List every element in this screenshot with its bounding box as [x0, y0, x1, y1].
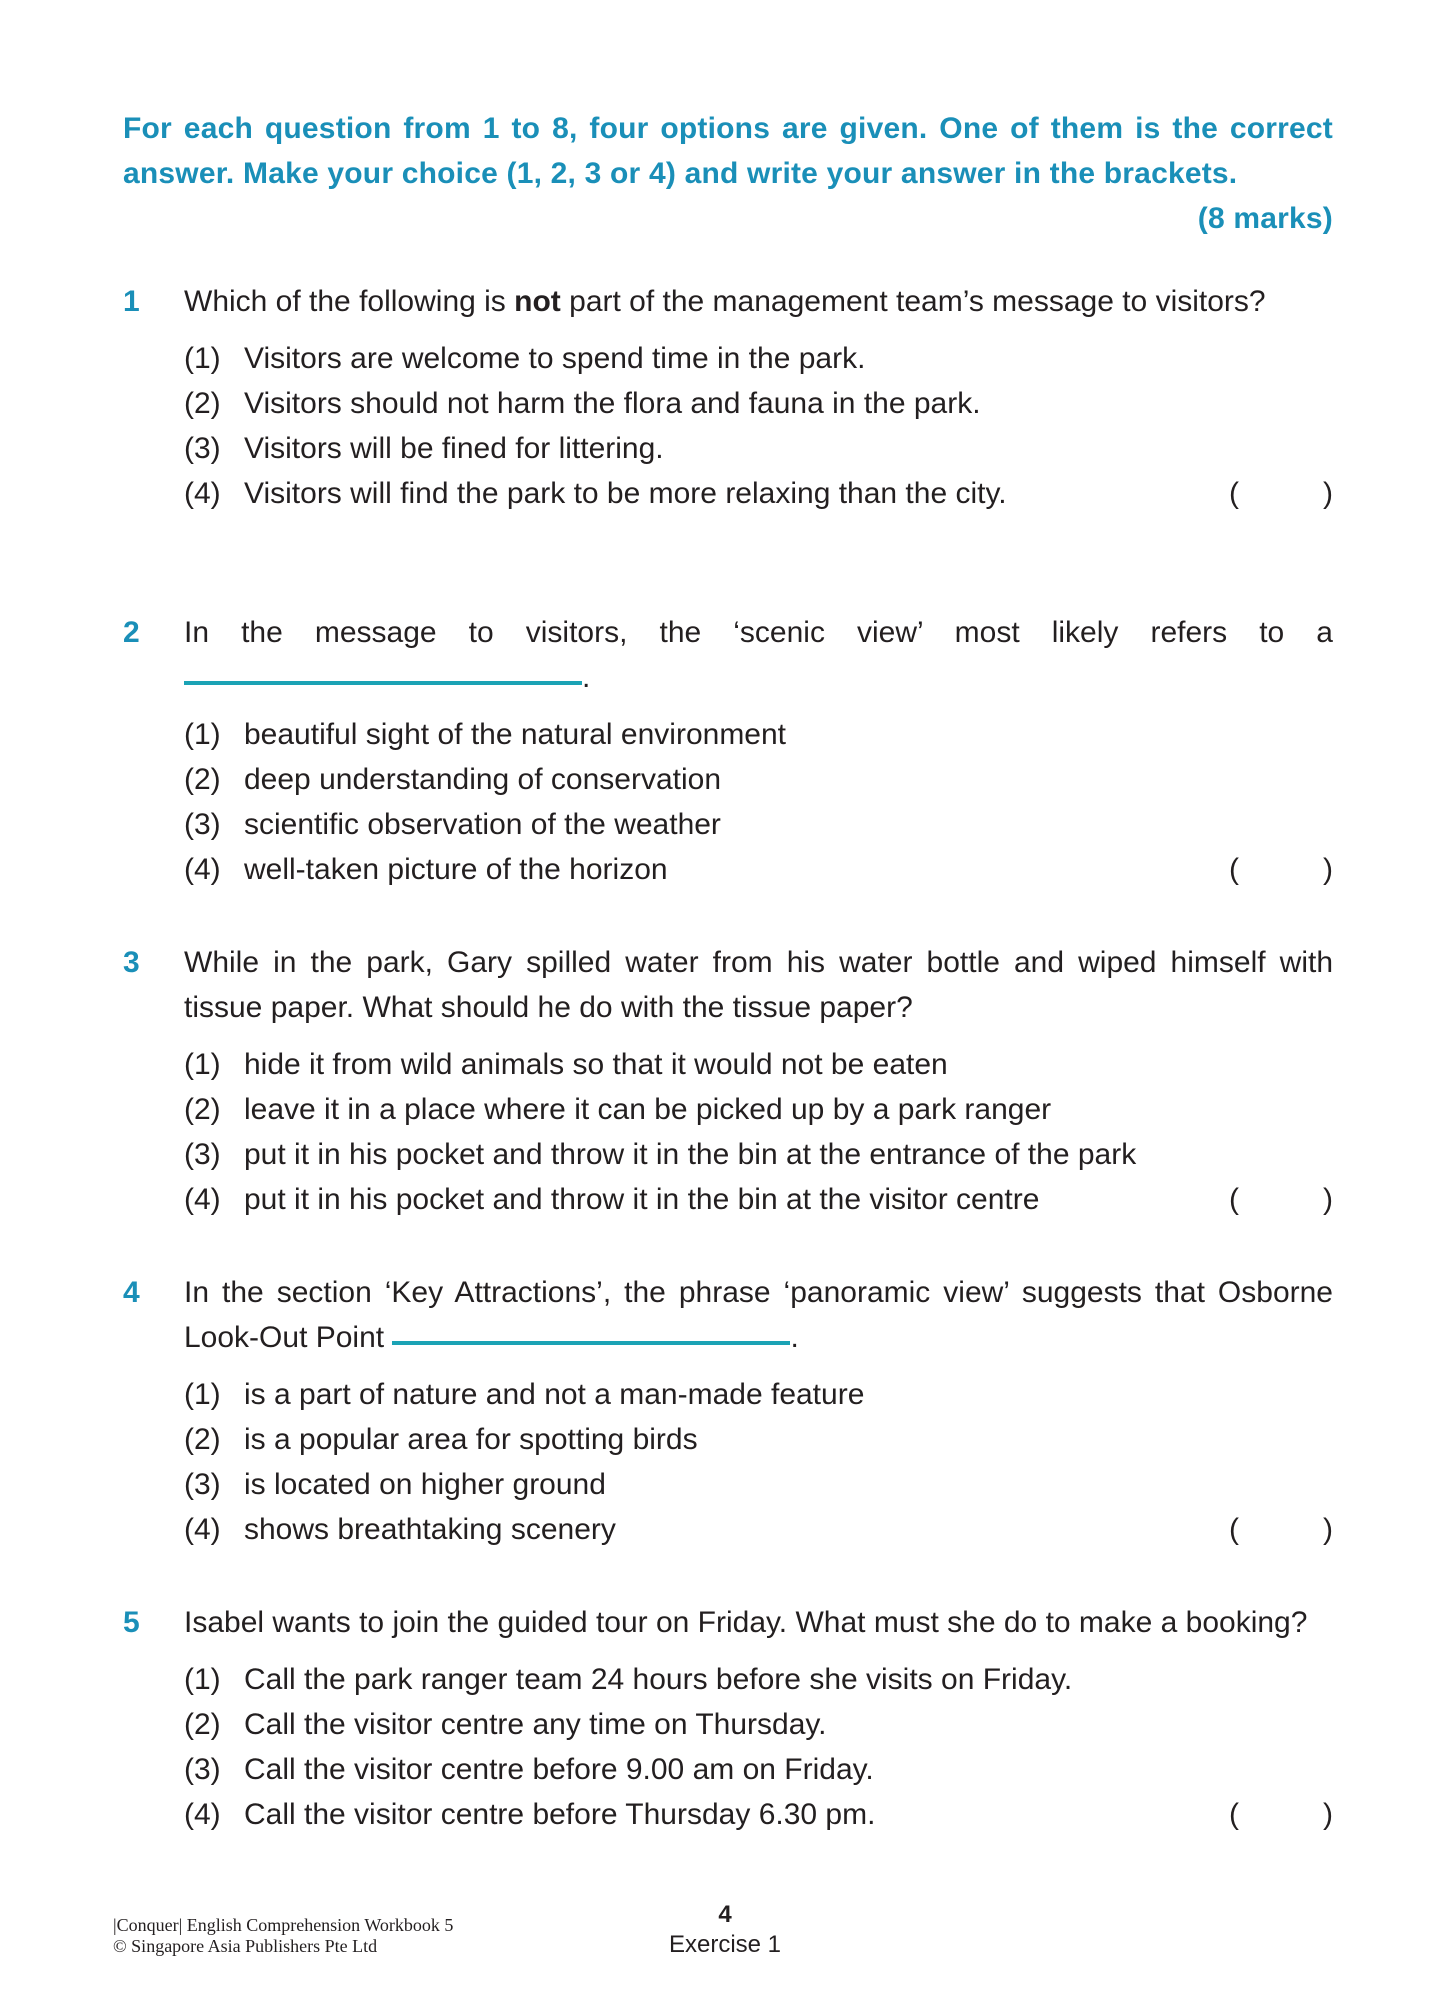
option-number: (1)	[184, 342, 221, 375]
option-text: Call the visitor centre before Thursday 6.30 pm.	[244, 1798, 876, 1831]
footer-page-info	[640, 1900, 810, 1960]
option-text: beautiful sight of the natural environment	[244, 718, 787, 751]
option-number: (3)	[184, 1468, 221, 1501]
book-title: |Conquer| English Comprehension Workbook 5	[113, 1915, 454, 1935]
blank-period: .	[582, 661, 591, 694]
option-4	[184, 1792, 1333, 1837]
option-2	[184, 1417, 1333, 1462]
bracket-open: (	[1229, 1798, 1239, 1831]
option-text: Call the visitor centre any time on Thursday.	[244, 1708, 827, 1741]
option-text: well-taken picture of the horizon	[244, 853, 668, 886]
option-number: (4)	[184, 477, 221, 510]
marks-label: (8 marks)	[1197, 202, 1333, 235]
option-text: Visitors will be fined for littering.	[244, 432, 664, 465]
option-number: (4)	[184, 1798, 221, 1831]
option-3	[184, 1747, 1333, 1792]
option-number: (2)	[184, 1708, 221, 1741]
option-text: Visitors will find the park to be more relaxing than the city.	[244, 477, 1007, 510]
answer-bracket[interactable]	[1223, 847, 1333, 892]
footer-credits	[113, 1915, 453, 1957]
question-number: 5	[123, 1606, 140, 1639]
question-text: While in the park, Gary spilled water from his water bottle and wiped himself with tissue paper. What should he do with the tissue paper?	[184, 946, 1333, 1024]
option-1	[184, 1042, 1333, 1087]
option-text: Call the visitor centre before 9.00 am on Friday.	[244, 1753, 874, 1786]
answer-bracket[interactable]	[1223, 1792, 1333, 1837]
options-list	[184, 1372, 1333, 1552]
option-1	[184, 1657, 1333, 1702]
option-3	[184, 802, 1333, 847]
question-text: Isabel wants to join the guided tour on Friday. What must she do to make a booking?	[184, 1606, 1308, 1639]
option-text: is a part of nature and not a man-made feature	[244, 1378, 865, 1411]
bracket-close: )	[1323, 477, 1333, 510]
option-text: hide it from wild animals so that it would not be eaten	[244, 1048, 948, 1081]
exercise-label: Exercise 1	[668, 1931, 782, 1958]
option-4	[184, 847, 1333, 892]
option-text: put it in his pocket and throw it in the bin at the visitor centre	[244, 1183, 1040, 1216]
fill-in-blank	[392, 1341, 790, 1345]
option-text: scientific observation of the weather	[244, 808, 721, 841]
option-text: leave it in a place where it can be picked up by a park ranger	[244, 1093, 1052, 1126]
instructions	[123, 106, 1333, 241]
option-number: (4)	[184, 1183, 221, 1216]
options-list	[184, 336, 1333, 516]
bracket-open: (	[1229, 1183, 1239, 1216]
question-5	[123, 1600, 1333, 1837]
bracket-open: (	[1229, 477, 1239, 510]
question-number: 3	[123, 946, 140, 979]
answer-bracket[interactable]	[1223, 1507, 1333, 1552]
option-3	[184, 1132, 1333, 1177]
fill-in-blank	[184, 681, 582, 685]
option-1	[184, 336, 1333, 381]
options-list	[184, 1657, 1333, 1837]
blank-period: .	[790, 1321, 799, 1354]
option-number: (1)	[184, 1663, 221, 1696]
option-text: put it in his pocket and throw it in the bin at the entrance of the park	[244, 1138, 1137, 1171]
instructions-text: For each question from 1 to 8, four options are given. One of them is the correct answer. Make your choice (1, 2, 3 or 4) and write your answer in the brackets.	[123, 112, 1333, 190]
option-number: (1)	[184, 718, 221, 751]
option-number: (2)	[184, 1423, 221, 1456]
option-text: is a popular area for spotting birds	[244, 1423, 698, 1456]
question-1	[123, 279, 1333, 516]
option-3	[184, 426, 1333, 471]
option-2	[184, 381, 1333, 426]
copyright: © Singapore Asia Publishers Pte Ltd	[113, 1936, 378, 1956]
page-number: 4	[718, 1901, 732, 1928]
answer-bracket[interactable]	[1223, 471, 1333, 516]
question-text-part: In the section ‘Key Attractions’, the phrase ‘panoramic view’ suggests that Osborne Look-Out Point	[184, 1276, 1333, 1354]
option-text: Visitors are welcome to spend time in the park.	[244, 342, 866, 375]
bracket-open: (	[1229, 1513, 1239, 1546]
option-text: shows breathtaking scenery	[244, 1513, 616, 1546]
question-2	[123, 610, 1333, 892]
question-text-part: Which of the following is	[184, 285, 515, 318]
option-4	[184, 1507, 1333, 1552]
question-3	[123, 940, 1333, 1222]
answer-bracket[interactable]	[1223, 1177, 1333, 1222]
bracket-close: )	[1323, 853, 1333, 886]
question-4	[123, 1270, 1333, 1552]
option-number: (3)	[184, 432, 221, 465]
question-text-part: part of the management team’s message to visitors?	[560, 285, 1266, 318]
option-number: (2)	[184, 387, 221, 420]
question-text	[184, 1270, 1333, 1360]
option-3	[184, 1462, 1333, 1507]
options-list	[184, 712, 1333, 892]
option-number: (2)	[184, 1093, 221, 1126]
bracket-open: (	[1229, 853, 1239, 886]
option-2	[184, 1087, 1333, 1132]
question-emphasis: not	[514, 285, 561, 318]
bracket-close: )	[1323, 1798, 1333, 1831]
option-2	[184, 1702, 1333, 1747]
option-number: (3)	[184, 1753, 221, 1786]
option-4	[184, 1177, 1333, 1222]
bracket-close: )	[1323, 1513, 1333, 1546]
option-number: (4)	[184, 853, 221, 886]
question-text	[184, 279, 1333, 324]
question-blank-line	[184, 655, 1333, 700]
question-number: 4	[123, 1276, 140, 1309]
option-4	[184, 471, 1333, 516]
question-number: 1	[123, 285, 140, 318]
option-text: Visitors should not harm the flora and fauna in the park.	[244, 387, 981, 420]
option-number: (2)	[184, 763, 221, 796]
option-2	[184, 757, 1333, 802]
option-number: (1)	[184, 1378, 221, 1411]
option-1	[184, 712, 1333, 757]
option-text: is located on higher ground	[244, 1468, 606, 1501]
question-text: In the message to visitors, the ‘scenic view’ most likely refers to a	[184, 616, 1333, 649]
question-number: 2	[123, 616, 140, 649]
options-list	[184, 1042, 1333, 1222]
option-number: (4)	[184, 1513, 221, 1546]
option-number: (1)	[184, 1048, 221, 1081]
option-text: deep understanding of conservation	[244, 763, 722, 796]
option-number: (3)	[184, 808, 221, 841]
option-number: (3)	[184, 1138, 221, 1171]
bracket-close: )	[1323, 1183, 1333, 1216]
option-text: Call the park ranger team 24 hours before she visits on Friday.	[244, 1663, 1073, 1696]
option-1	[184, 1372, 1333, 1417]
